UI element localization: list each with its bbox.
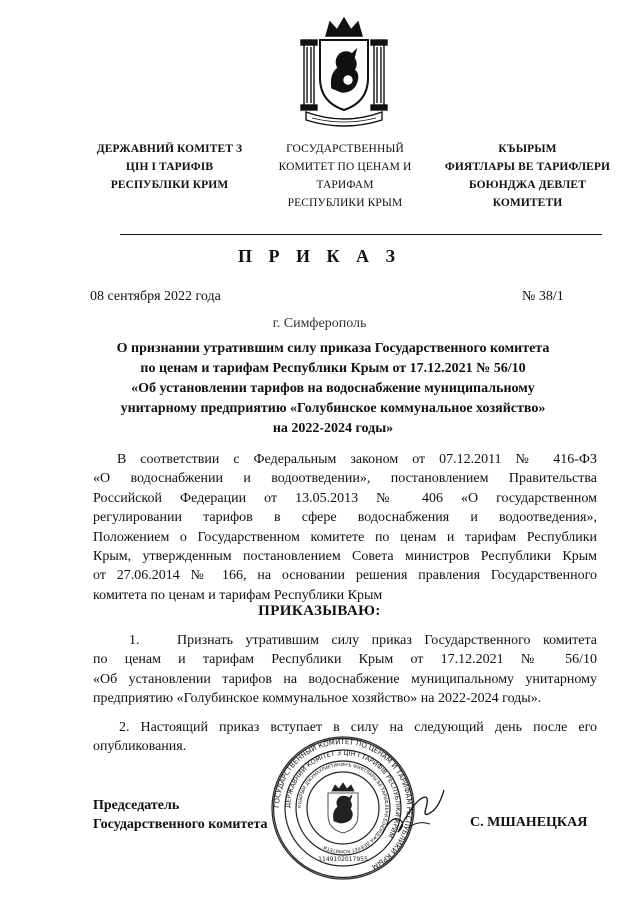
- header-line: ФИЯТЛАРЫ ВЕ ТАРИФЛЕРИ: [444, 161, 611, 173]
- preamble-line: от 27.06.2014 № 166, на основании решения правления Государственного: [93, 568, 597, 584]
- stamp-outer-text: ГОСУДАРСТВЕННЫЙ КОМИТЕТ ПО ЦЕНАМ И ТАРИФАМ РЕСПУБЛИКИ КРЫМ: [272, 737, 414, 871]
- signatory-title-line: Председатель: [93, 798, 180, 813]
- document-city: г. Симферополь: [272, 316, 367, 331]
- header-line: РЕСПУБЛИКИ КРЫМ: [287, 197, 403, 209]
- item-line: [93, 631, 597, 650]
- title-line: О признании утратившим силу приказа Государственного комитета: [116, 341, 550, 356]
- document-type: П Р И К А З: [237, 246, 402, 266]
- document-title: [98, 339, 568, 439]
- header-line: КЪЫРЫМ: [498, 143, 557, 155]
- order-item-1: [93, 631, 597, 709]
- header-line: КОМИТЕТ ПО ЦЕНАМ И: [278, 161, 412, 173]
- item-line: по ценам и тарифам Республики Крым от 17.12.2021 № 56/10: [93, 652, 597, 668]
- stamp-middle-text: ДЕРЖАВНИЙ КОМІТЕТ З ЦІН І ТАРИФІВ РЕСПУБЛІКИ КРИМ: [283, 748, 403, 840]
- header-line: ЦІН І ТАРИФІВ: [125, 161, 214, 173]
- preamble-paragraph: [93, 450, 597, 605]
- preamble-line: Российской Федерации от 13.05.2013 № 406 «О государственном: [93, 490, 597, 506]
- stamp-inner-text: КЪЫРЫМ ДЖУМХУРИЕТИНИНЪ ФИЯТЛАРЫ ВЕ ТАРИФЛЕРИ БОЮНДЖА ДЕВЛЕТ КОМИТЕТИ: [297, 762, 389, 854]
- header-line: ГОСУДАРСТВЕННЫЙ: [286, 143, 404, 155]
- item-line: 2. Настоящий приказ вступает в силу на следующий день после его: [119, 720, 597, 735]
- title-line: «Об установлении тарифов на водоснабжение муниципальному: [131, 381, 535, 396]
- stamp-code: 1149102017955: [318, 856, 368, 863]
- title-line: по ценам и тарифам Республики Крым от 17.12.2021 № 56/10: [140, 361, 526, 376]
- preamble-line: Крым, утвержденным постановлением Совета министров Республики Крым: [93, 549, 597, 565]
- header-line: ТАРИФАМ: [316, 179, 374, 191]
- item-text: Признать утратившим силу приказ Государственного комитета: [177, 633, 597, 648]
- document-number: № 38/1: [522, 289, 564, 304]
- order-heading: ПРИКАЗЫВАЮ:: [258, 603, 381, 619]
- header-line: РЕСПУБЛІКИ КРИМ: [110, 179, 229, 191]
- signatory-name: С. МШАНЕЦКАЯ: [470, 815, 588, 830]
- preamble-line: регулировании тарифов в сфере водоснабжения и водоотведения»,: [93, 510, 597, 526]
- signatory-title: [93, 796, 268, 834]
- signatory-title-line: Государственного комитета: [93, 817, 268, 832]
- preamble-line: комитета по ценам и тарифам Республики Крым: [93, 587, 383, 603]
- header-russian: [245, 140, 445, 212]
- header-ukrainian: [82, 140, 257, 194]
- document-date: 08 сентября 2022 года: [90, 289, 221, 304]
- header-crimean-tatar: [430, 140, 625, 212]
- item-line: опубликования.: [93, 739, 187, 755]
- handwritten-signature-icon: [378, 784, 448, 842]
- header-line: КОМИТЕТИ: [492, 197, 563, 209]
- item-number: 1.: [129, 633, 140, 648]
- header-line: ДЕРЖАВНИЙ КОМІТЕТ З: [96, 143, 243, 155]
- preamble-line: «О водоснабжении и водоотведении», постановлением Правительства: [93, 471, 597, 487]
- title-line: на 2022-2024 годы»: [272, 421, 394, 436]
- preamble-line: В соответствии с Федеральным законом от 07.12.2011 № 416-ФЗ: [117, 452, 597, 467]
- header-line: БОЮНДЖА ДЕВЛЕТ: [469, 179, 586, 191]
- coat-of-arms-icon: [296, 14, 392, 130]
- header-divider: [120, 234, 602, 235]
- title-line: унитарному предприятию «Голубинское коммунальное хозяйство»: [120, 401, 546, 416]
- item-line: предприятию «Голубинское коммунальное хозяйство» на 2022-2024 годы».: [93, 691, 542, 707]
- preamble-line: Положением о Государственном комитете по ценам и тарифам Республики: [93, 529, 597, 545]
- item-line: «Об установлении тарифов на водоснабжение муниципальному унитарному: [93, 671, 597, 687]
